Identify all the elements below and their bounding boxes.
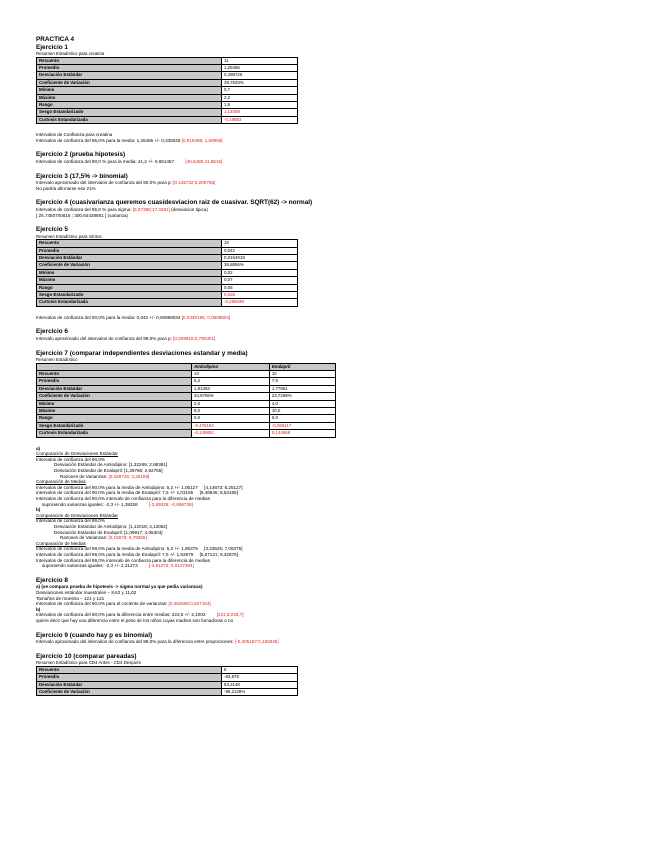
table-row bbox=[37, 277, 298, 284]
ej3-heading: Ejercicio 3 (17,5% -> binomial) bbox=[36, 172, 128, 180]
section-ejercicio-9 bbox=[36, 632, 626, 645]
section-ejercicio-1 bbox=[36, 44, 626, 144]
ej1-subtitle: Resumen Estadístico para creatina bbox=[36, 51, 105, 57]
row-label: Máximo bbox=[37, 277, 222, 284]
row-label: Desviación Estándar bbox=[37, 385, 192, 392]
ej4-line-interval: [5,07396;17,3391] bbox=[132, 207, 170, 212]
ej6-line bbox=[36, 336, 626, 342]
row-value-amlodipino: 6,0 bbox=[192, 415, 270, 422]
row-label: Recuento bbox=[37, 240, 222, 247]
row-label: Recuento bbox=[37, 57, 222, 64]
row-value-enalapril: 23,7268% bbox=[269, 393, 335, 400]
section-ejercicio-3 bbox=[36, 173, 626, 192]
ej7-b-m3: Intervalos de confianza del 99,0% intervalo de confianza para la diferencia de medias bbox=[36, 557, 210, 563]
ej6-line-text: Intervalo aproximado del intervalos de confianza del 99,0% para p: bbox=[36, 336, 172, 342]
row-label: Promedio bbox=[37, 247, 222, 254]
ej7-b-m2: Intervalos de confianza del 99,0% para la media de Enalapril: 7,5 +/- 1,82879 [5,67121; 9,32879] bbox=[36, 551, 238, 557]
ej8-l1: Desviaciones estándar muestrales – 8,62 y 11,02 bbox=[36, 589, 137, 595]
table-row bbox=[37, 57, 298, 64]
row-value-enalapril: -0,059117 bbox=[269, 422, 335, 429]
ej5-line-text: Intervalos de confianza del 90,0% para la media: 0,042 +/- 0,00898034 bbox=[36, 314, 181, 320]
table-row bbox=[37, 72, 298, 79]
row-value: 8 bbox=[222, 666, 298, 673]
table-row bbox=[37, 94, 298, 101]
table-row bbox=[37, 688, 298, 695]
row-value: 2,2 bbox=[222, 94, 298, 101]
ej7-a-l3: Desviación Estándar de Enalapril: [1,29786; 2,92765] bbox=[54, 468, 163, 474]
row-label: Mínimo bbox=[37, 269, 222, 276]
ej9-line bbox=[36, 639, 626, 645]
row-value-amlodipino: -0,476182 bbox=[192, 422, 270, 429]
table-row bbox=[37, 408, 336, 415]
row-value-amlodipino: 10 bbox=[192, 371, 270, 378]
row-value: 1,25455 bbox=[222, 65, 298, 72]
ej5-line-interval: [0,0330196; 0,0509804] bbox=[181, 314, 231, 320]
table-row bbox=[37, 666, 298, 673]
row-value-amlodipino: 1,81353 bbox=[192, 385, 270, 392]
row-value: -83,875 bbox=[222, 674, 298, 681]
ej9-heading: Ejercicio 9 (cuando hay p es binomial) bbox=[36, 631, 153, 639]
ej7-b-cds: Comparación de Desviaciones Estándar bbox=[36, 512, 118, 518]
ej7-header-amlodipino: Amlodipino bbox=[192, 363, 270, 370]
ej7-header-enalapril: Enalapril bbox=[269, 363, 335, 370]
row-label: Recuento bbox=[37, 666, 222, 673]
table-row bbox=[37, 415, 336, 422]
row-value: 0,07 bbox=[222, 277, 298, 284]
row-value: 0,498726 bbox=[222, 72, 298, 79]
ej7-b-m4-text: suponiendo varianzas iguales: -2,3 +/- 2,31273 bbox=[42, 563, 138, 569]
section-ejercicio-8 bbox=[36, 577, 626, 624]
table-row bbox=[37, 262, 298, 269]
row-value: 83,2148 bbox=[222, 681, 298, 688]
row-value: 0,625 bbox=[222, 292, 298, 299]
row-value-enalapril: 0,144968 bbox=[269, 430, 335, 437]
ej3-line2: No podría afirmarse ese 21% bbox=[36, 185, 96, 191]
ej1-stats-table bbox=[36, 57, 298, 125]
row-value-enalapril: 10 bbox=[269, 371, 335, 378]
ej7-a-m1: Intervalos de confianza del 90,0% para la media de Amlodipino: 5,2 +/- 1,05127 [4,14873; 6,25127] bbox=[36, 484, 243, 490]
row-label: Desviación Estándar bbox=[37, 72, 222, 79]
table-row bbox=[37, 371, 336, 378]
ej3-line-text: Intervalo aproximado del intervalos de confianza del 90,0% para p: bbox=[36, 180, 172, 186]
ej7-b-m1: Intervalos de confianza del 99,0% para la media de Amlodipino: 5,2 +/- 1,86375 [3,33625; 7,06375] bbox=[36, 546, 243, 552]
table-row bbox=[37, 400, 336, 407]
row-value-enalapril: 4,0 bbox=[269, 400, 335, 407]
ej8-l2: Tamaños de muestra – 121 y 121 bbox=[36, 595, 105, 601]
row-label: Curtosis Estandarizada bbox=[37, 116, 222, 123]
ej7-a-m4-interval: [-3,69326; -0,906738] bbox=[148, 501, 193, 507]
ej1-line2 bbox=[36, 138, 626, 144]
ej6-heading: Ejercicio 6 bbox=[36, 328, 68, 336]
row-label: Coeficiente de Variación bbox=[37, 262, 222, 269]
row-value: 11 bbox=[222, 57, 298, 64]
ej2-heading: Ejercicio 2 (prueba hipotesis) bbox=[36, 151, 126, 159]
row-value-enalapril: 6,0 bbox=[269, 415, 335, 422]
ej7-a-m2: Intervalos de confianza del 90,0% para la media de Enalapril: 7,5 +/- 1,03155 [6,46845; 8,53155] bbox=[36, 490, 238, 496]
ej7-subtitle: Resumen Estadístico bbox=[36, 357, 78, 363]
row-label: Promedio bbox=[37, 65, 222, 72]
table-row bbox=[37, 269, 298, 276]
row-value: 1,14059 bbox=[222, 109, 298, 116]
row-label: Sesgo Estandarizado bbox=[37, 422, 192, 429]
ej7-a-l2: Desviación Estándar de Amlodipino: [1,32269; 2,98361] bbox=[54, 462, 168, 468]
ej7-a-m4-text: suponiendo varianzas iguales: -2,3 +/- 1,39326 bbox=[42, 501, 138, 507]
ej10-stats-table bbox=[36, 666, 298, 697]
row-value: -0,18883 bbox=[222, 116, 298, 123]
table-row bbox=[37, 378, 336, 385]
ej4-line2: [ 25,7450700816 ; 300,64438881 ] (varianza) bbox=[36, 212, 128, 218]
table-row bbox=[37, 430, 336, 437]
ej7-b-l3: Desviación Estándar de Enalapril: [1,09917; 4,05304] bbox=[54, 529, 163, 535]
ej7-b-m4 bbox=[36, 563, 626, 569]
row-value: 1,5 bbox=[222, 102, 298, 109]
ej7-header-blank bbox=[37, 363, 192, 370]
table-row bbox=[37, 87, 298, 94]
row-value: 39,7533% bbox=[222, 79, 298, 86]
row-label: Curtosis Estandarizada bbox=[37, 430, 192, 437]
section-ejercicio-2 bbox=[36, 151, 626, 164]
ej6-line-interval: [0,609916;0,780301] bbox=[173, 336, 216, 342]
row-value-enalapril: 7,5 bbox=[269, 378, 335, 385]
table-row bbox=[37, 393, 336, 400]
ej7-a-cm: Comparación de Medias bbox=[36, 479, 86, 485]
row-label: Recuento bbox=[37, 371, 192, 378]
row-value: -99,2128% bbox=[222, 688, 298, 695]
row-value: 10 bbox=[222, 240, 298, 247]
row-value-enalapril: 10,0 bbox=[269, 408, 335, 415]
ej8-l3-text: Intervalos de confianza del 90,0% para el cociente de varianzas: bbox=[36, 601, 168, 607]
row-label: Máximo bbox=[37, 94, 222, 101]
ej8-heading: Ejercicio 8 bbox=[36, 576, 68, 584]
ej9-line-text: Intervalo aproximado del intervalos de confianza del 99,0% para la diferencia entre proporciones: bbox=[36, 639, 234, 645]
table-row bbox=[37, 102, 298, 109]
row-value: 0,7 bbox=[222, 87, 298, 94]
section-ejercicio-7 bbox=[36, 350, 626, 569]
ej7-a-l4-text: Razones de Varianzas: bbox=[60, 473, 108, 479]
row-label: Coeficiente de Variación bbox=[37, 79, 222, 86]
ej2-line-interval: [40,5485;41,8515] bbox=[185, 159, 223, 165]
row-value-amlodipino: 5,2 bbox=[192, 378, 270, 385]
section-ejercicio-10 bbox=[36, 653, 626, 697]
ej8-b: b) bbox=[36, 606, 41, 612]
ej1-heading: Ejercicio 1 bbox=[36, 43, 68, 51]
row-label: Sesgo Estandarizado bbox=[37, 109, 222, 116]
row-label: Rango bbox=[37, 415, 192, 422]
ej7-stats-table bbox=[36, 363, 336, 438]
ej8-a: a) (se compara prueba de hipotesis -> sigma normal ya que pedia varianzas) bbox=[36, 584, 203, 590]
row-value-enalapril: 1,77951 bbox=[269, 385, 335, 392]
section-ejercicio-5 bbox=[36, 226, 626, 320]
ej7-a-label: a) bbox=[36, 445, 41, 451]
ej9-line-interval: [-0,405157;0,182935] bbox=[234, 639, 279, 645]
row-label: Desviación Estándar bbox=[37, 255, 222, 262]
row-label: Máximo bbox=[37, 408, 192, 415]
ej10-heading: Ejercicio 10 (comparar pareadas) bbox=[36, 652, 137, 660]
ej7-a-m3: Intervalos de confianza del 90,0% intervalo de confianza para la diferencia de medias bbox=[36, 496, 210, 502]
ej7-b-l2: Desviación Estándar de Amlodipino: [1,12018; 4,13052] bbox=[54, 524, 168, 529]
ej7-heading: Ejercicio 7 (comparar independientes desviaciones estandar y media) bbox=[36, 349, 248, 357]
row-label: Rango bbox=[37, 284, 222, 291]
table-row bbox=[37, 240, 298, 247]
row-label: Mínimo bbox=[37, 87, 222, 94]
row-label: Promedio bbox=[37, 674, 222, 681]
ej3-line-interval: [0,145732;0,209785] bbox=[173, 180, 216, 186]
ej7-header-row bbox=[37, 363, 336, 370]
row-value: 0,02 bbox=[222, 269, 298, 276]
ej8-l3-interval: [0,452596;0,827164] bbox=[168, 601, 211, 607]
table-row bbox=[37, 109, 298, 116]
row-label: Sesgo Estandarizado bbox=[37, 292, 222, 299]
row-label: Mínimo bbox=[37, 400, 192, 407]
table-row bbox=[37, 292, 298, 299]
ej7-a-cds: Comparación de Desviaciones Estándar bbox=[36, 451, 118, 457]
ej8-l4-interval: [221,5;225,7] bbox=[216, 612, 244, 618]
row-label: Coeficiente de Variación bbox=[37, 393, 192, 400]
table-row bbox=[37, 79, 298, 86]
row-value: 0,05 bbox=[222, 284, 298, 291]
ej7-b-l4-text: Razones de Varianzas: bbox=[60, 535, 108, 541]
ej10-subtitle: Resumen Estadístico para CD4 Antes - CD4 Después bbox=[36, 660, 141, 666]
document-title: PRACTICA 4 bbox=[36, 36, 75, 43]
ej7-b-cm: Comparación de Medias bbox=[36, 540, 86, 546]
table-row bbox=[37, 255, 298, 262]
row-value: 0,042 bbox=[222, 247, 298, 254]
ej7-a-l1: Intervalos de confianza del 90,0% bbox=[36, 456, 105, 462]
ej1-line2-interval: [0,919496; 1,58959] bbox=[181, 137, 223, 143]
ej4-heading: Ejercicio 4 (cuasivarianza queremos cuasidesviacion raiz de cuasivar. SQRT(62) -> normal) bbox=[36, 199, 313, 207]
row-label: Coeficiente de Variación bbox=[37, 688, 222, 695]
ej7-b-l1: Intervalos de confianza del 99,0% bbox=[36, 518, 105, 524]
ej2-line-text: Intervalos de confianza del 90,0 % para la media: 41,2 +/- 0,651457 bbox=[36, 159, 175, 165]
table-row bbox=[37, 422, 336, 429]
ej4-line-note: (desviacion tipica) bbox=[171, 207, 208, 212]
table-row bbox=[37, 385, 336, 392]
row-label: Curtosis Estandarizada bbox=[37, 299, 222, 306]
table-row bbox=[37, 116, 298, 123]
ej7-b-m4-interval: [-4,61273; 0,0127304] bbox=[148, 563, 194, 569]
table-row bbox=[37, 247, 298, 254]
row-value: 36,8856% bbox=[222, 262, 298, 269]
row-label: Desviación Estándar bbox=[37, 681, 222, 688]
ej4-line-text: Intervalos de confianza del 95,0 % para sigma: bbox=[36, 207, 132, 212]
section-ejercicio-4 bbox=[36, 199, 626, 218]
row-value-amlodipino: -0,149852 bbox=[192, 430, 270, 437]
ej8-l5: quiere decir que hay una diferencia entre el peso de los niños cuyas madres son fumadoras o no bbox=[36, 617, 234, 623]
row-value-amlodipino: 8,0 bbox=[192, 408, 270, 415]
ej5-heading: Ejercicio 5 bbox=[36, 226, 68, 234]
table-row bbox=[37, 299, 298, 306]
row-value: 0,0154919 bbox=[222, 255, 298, 262]
ej5-subtitle: Resumen Estadístico para nitritos bbox=[36, 233, 102, 239]
table-row bbox=[37, 284, 298, 291]
ej5-line bbox=[36, 315, 626, 321]
ej7-b-label: b) bbox=[36, 507, 41, 513]
row-value: -0,295639 bbox=[222, 299, 298, 306]
document bbox=[36, 36, 626, 696]
ej1-line2-text: Intervalos de confianza del 95,0% para la media: 1,25455 +/- 0,335049 bbox=[36, 137, 181, 143]
table-row bbox=[37, 681, 298, 688]
table-row bbox=[37, 65, 298, 72]
ej2-line bbox=[36, 159, 626, 165]
ej1-line1: Intervalos de Confianza para creatina bbox=[36, 132, 113, 138]
ej5-stats-table bbox=[36, 239, 298, 307]
row-label: Rango bbox=[37, 102, 222, 109]
ej7-b-l4-interval: [0,15878; 6,79355] bbox=[108, 535, 147, 541]
row-value-amlodipino: 34,8756% bbox=[192, 393, 270, 400]
ej8-l4-text: Intervalos de confianza del 90,0% para la diferencia entre medias: 223,6 +/- 2,1002 bbox=[36, 612, 206, 618]
row-value-amlodipino: 2,0 bbox=[192, 400, 270, 407]
ej7-a-l4-interval: [0,328716; 3,30159] bbox=[108, 473, 150, 479]
table-row bbox=[37, 674, 298, 681]
section-ejercicio-6 bbox=[36, 328, 626, 341]
row-label: Promedio bbox=[37, 378, 192, 385]
